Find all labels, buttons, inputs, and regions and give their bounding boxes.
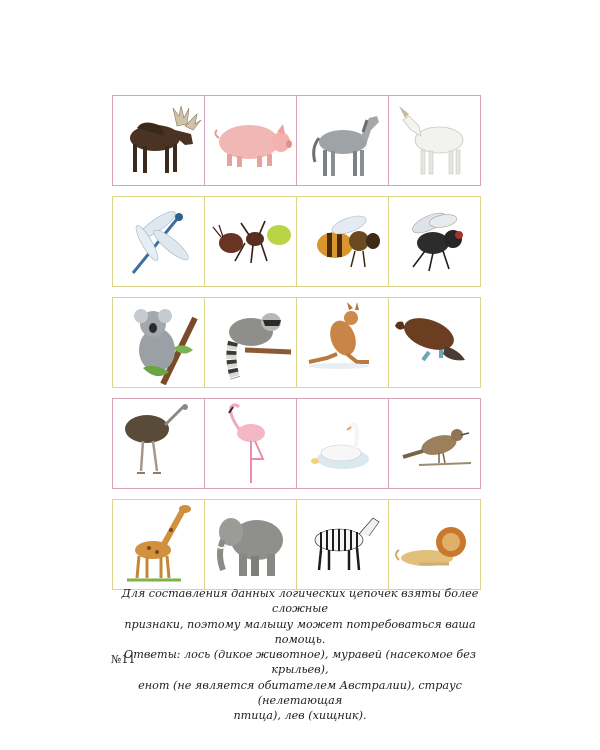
ant-picture <box>204 196 297 287</box>
bee-picture <box>296 196 389 287</box>
lion-picture <box>388 499 481 590</box>
caption-line-2: признаки, поэтому малышу может потребоваться ваша помощь. <box>124 617 476 646</box>
swan-picture <box>296 398 389 489</box>
kangaroo-picture <box>296 297 389 388</box>
raccoon-picture <box>204 297 297 388</box>
moose-picture <box>112 95 205 186</box>
caption-line-5: птица), лев (хищник). <box>233 709 367 723</box>
horse-picture <box>296 95 389 186</box>
zebra-picture <box>296 499 389 590</box>
caption-line-4: енот (не является обитателем Австралии), страус (нелетающая <box>138 678 462 708</box>
page-number: №11 <box>111 653 136 666</box>
goat-picture <box>388 95 481 186</box>
animal-grid <box>112 95 484 590</box>
grid-row-5 <box>112 499 484 590</box>
dragonfly-picture <box>112 196 205 287</box>
grid-row-4 <box>112 398 484 489</box>
caption-line-1: Для составления данных логических цепочек взяты более сложные <box>121 587 479 616</box>
ostrich-picture <box>112 398 205 489</box>
pig-picture <box>204 95 297 186</box>
lark-picture <box>388 398 481 489</box>
grid-row-3 <box>112 297 484 388</box>
grid-row-2 <box>112 196 484 287</box>
flamingo-picture <box>204 398 297 489</box>
fly-picture <box>388 196 481 287</box>
caption-text <box>100 586 500 724</box>
grid-row-1 <box>112 95 484 186</box>
koala-picture <box>112 297 205 388</box>
platypus-picture <box>388 297 481 388</box>
elephant-picture <box>204 499 297 590</box>
caption-line-3: Ответы: лось (дикое животное), муравей (насекомое без крыльев), <box>124 648 476 677</box>
giraffe-picture <box>112 499 205 590</box>
